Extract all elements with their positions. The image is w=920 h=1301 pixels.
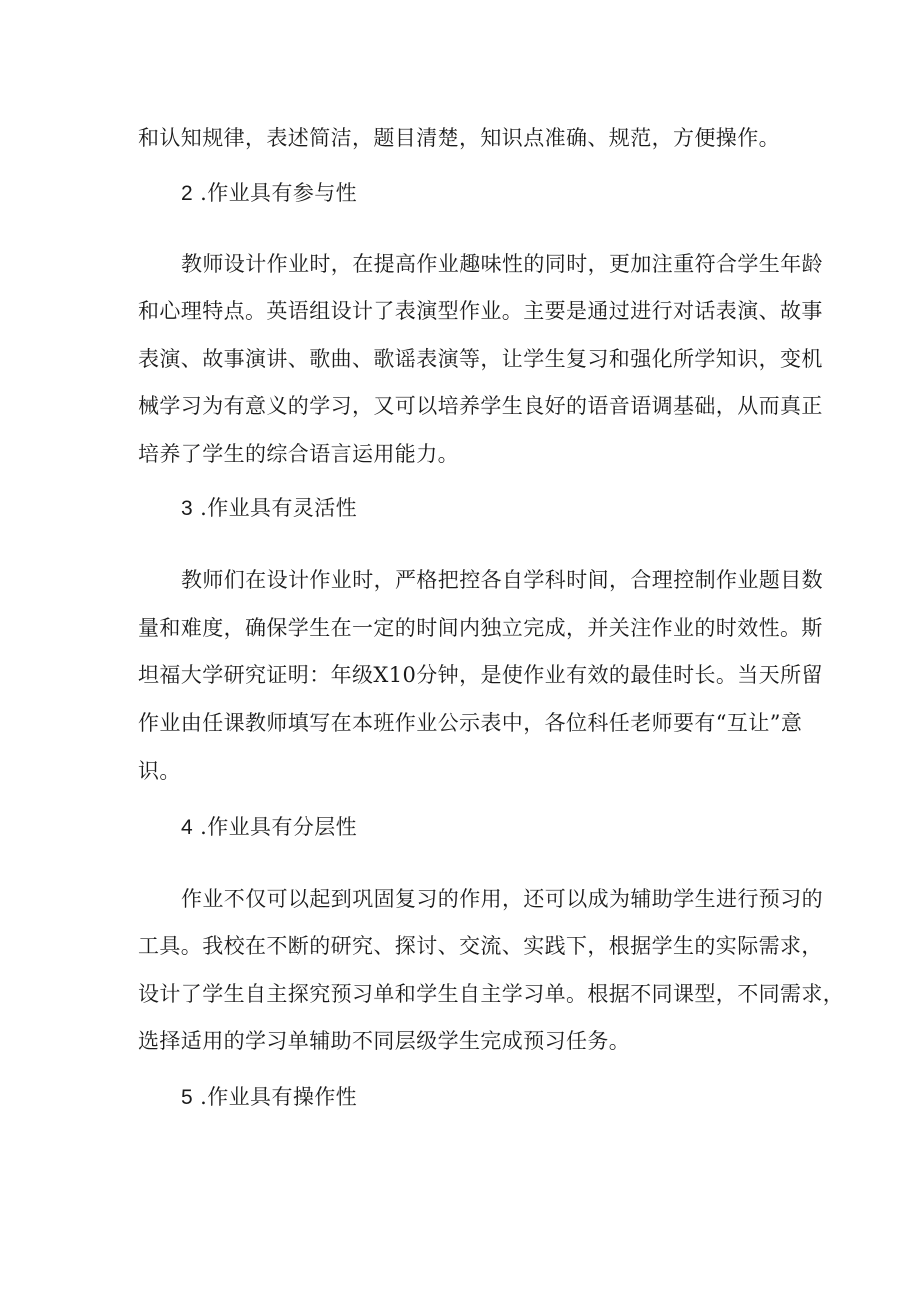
heading-number: 3: [181, 497, 194, 520]
paragraph-line: 设计了学生自主探究预习单和学生自主学习单。根据不同课型，不同需求，: [138, 982, 845, 1006]
paragraph-line: 识。: [138, 759, 181, 783]
paragraph-line: 教师设计作业时，在提高作业趣味性的同时，更加注重符合学生年龄: [181, 252, 823, 276]
section-heading: [181, 179, 831, 208]
paragraph-line: 表演、故事演讲、歌曲、歌谣表演等，让学生复习和强化所学知识，变机: [138, 347, 823, 371]
heading-text: .作业具有灵活性: [200, 496, 358, 520]
section-heading: [181, 813, 831, 842]
paragraph-line: 教师们在设计作业时，严格把控各自学科时间，合理控制作业题目数: [181, 568, 823, 592]
heading-text: .作业具有操作性: [200, 1085, 358, 1109]
paragraph-line: 量和难度，确保学生在一定的时间内独立完成，并关注作业的时效性。斯: [138, 616, 823, 640]
paragraph-line: 和心理特点。英语组设计了表演型作业。主要是通过进行对话表演、故事: [138, 299, 823, 323]
paragraph-line: 作业不仅可以起到巩固复习的作用，还可以成为辅助学生进行预习的: [181, 887, 823, 911]
section-heading: [181, 1083, 831, 1112]
heading-number: 5: [181, 1086, 194, 1109]
heading-text: .作业具有分层性: [200, 815, 358, 839]
heading-number: 2: [181, 182, 194, 205]
paragraph-line: 作业由任课教师填写在本班作业公示表中，各位科任老师要有“互让”意: [138, 711, 803, 735]
paragraph-line: 培养了学生的综合语言运用能力。: [138, 442, 459, 466]
paragraph-line: 选择适用的学习单辅助不同层级学生完成预习任务。: [138, 1029, 631, 1053]
heading-number: 4: [181, 816, 194, 839]
paragraph-line: 工具。我校在不断的研究、探讨、交流、实践下，根据学生的实际需求，: [138, 934, 823, 958]
paragraph-line: 械学习为有意义的学习，又可以培养学生良好的语音语调基础，从而真正: [138, 394, 823, 418]
section-heading: [181, 494, 831, 523]
heading-text: .作业具有参与性: [200, 181, 358, 205]
paragraph-line: 和认知规律，表述简洁，题目清楚，知识点准确、规范，方便操作。: [138, 126, 780, 150]
paragraph-line: 坦福大学研究证明：年级X10分钟，是使作业有效的最佳时长。当天所留: [138, 663, 823, 687]
